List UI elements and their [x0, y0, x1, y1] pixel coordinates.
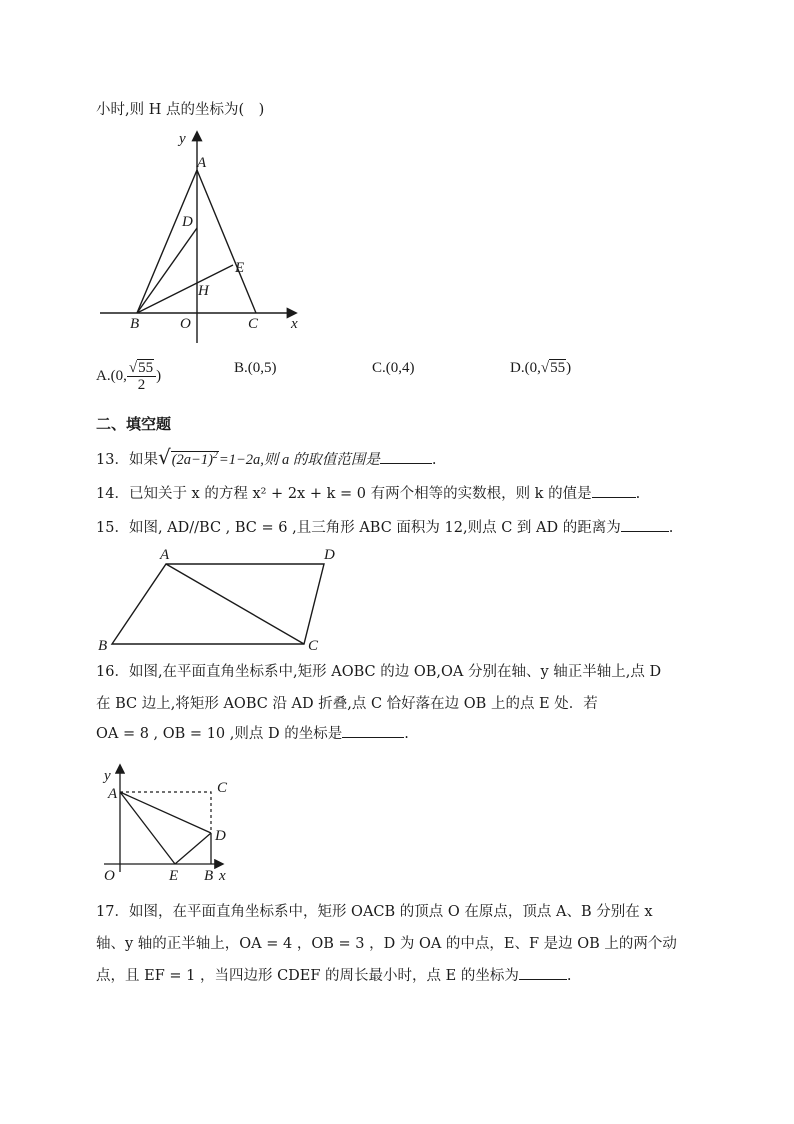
q16-label-a: A	[108, 786, 118, 802]
q12-label-c: C	[248, 316, 259, 332]
q15-label-d: D	[324, 547, 335, 563]
q12-label-a: A	[197, 155, 207, 171]
question-17-line-3: 点，且 EF = 1 ，当四边形 CDEF 的周长最小时，点 E 的坐标为 .	[96, 968, 572, 984]
q16-label-e: E	[169, 868, 179, 884]
option-a-fraction: $\frac{√55}{2}$	[127, 360, 156, 393]
question-15: 15．如图, AD//BC , BC = 6 ,且三角形 ABC 面积为 12,则点 C 到 AD 的距离为 .	[96, 520, 674, 536]
q15-label-b: B	[98, 638, 108, 654]
q12-tail: 小时,则 H 点的坐标为( )	[96, 102, 265, 118]
q15-label-c: C	[308, 638, 319, 654]
q12-segment-be	[137, 265, 233, 313]
q16-label-b: B	[204, 868, 214, 884]
option-b[interactable]: B.(0,5)	[234, 360, 277, 376]
q15-figure	[94, 542, 344, 654]
option-d[interactable]: D.(0,√55)	[510, 360, 572, 376]
q14-answer-blank[interactable]	[592, 497, 636, 498]
q15-parallelogram	[112, 564, 324, 644]
q16-figure	[98, 760, 238, 890]
q16-label-o: O	[104, 868, 115, 884]
option-c[interactable]: C.(0,4)	[372, 360, 415, 376]
q16-segment-ed	[175, 833, 211, 864]
q12-label-h: H	[198, 283, 209, 299]
q13-answer-blank[interactable]	[380, 463, 432, 464]
question-16-line-3: OA = 8 , OB = 10 ,则点 D 的坐标是 .	[96, 726, 409, 742]
q12-label-d: D	[182, 214, 193, 230]
q12-label-x: x	[291, 316, 298, 332]
q16-label-x: x	[219, 868, 226, 884]
question-13: 13．如果$√(2a-1)^2=1-2a$,则 a 的取值范围是 .	[96, 444, 437, 469]
q12-figure	[95, 125, 310, 345]
q16-fold-ad	[120, 792, 211, 833]
q12-label-b: B	[130, 316, 140, 332]
question-17-line-1: 17．如图，在平面直角坐标系中，矩形 OACB 的顶点 O 在原点，顶点 A、B 分别在 x	[96, 904, 653, 920]
q15-answer-blank[interactable]	[621, 531, 669, 532]
question-16-line-2: 在 BC 边上,将矩形 AOBC 沿 AD 折叠,点 C 恰好落在边 OB 上的点 E 处．若	[96, 696, 598, 712]
q17-answer-blank[interactable]	[519, 979, 567, 980]
q16-label-d: D	[215, 828, 226, 844]
question-17-line-2: 轴、y 轴的正半轴上，OA = 4 ，OB = 3 ，D 为 OA 的中点，E、F 是边 OB 上的两个动	[96, 936, 677, 952]
option-a[interactable]: A.(0, $\frac{√55}{2}$ )	[96, 360, 162, 393]
q16-label-c: C	[217, 780, 228, 796]
q12-label-e: E	[235, 260, 245, 276]
q16-answer-blank[interactable]	[342, 737, 404, 738]
question-14: 14．已知关于 x 的方程 x² + 2x + k = 0 有两个相等的实数根，则 k 的值是 .	[96, 486, 641, 502]
q15-diagonal-ac	[166, 564, 304, 644]
q15-label-a: A	[160, 547, 170, 563]
question-16-line-1: 16．如图,在平面直角坐标系中,矩形 AOBC 的边 OB,OA 分别在轴、y 轴正半轴上,点 D	[96, 664, 662, 680]
q12-label-o: O	[180, 316, 191, 332]
q16-label-y: y	[104, 768, 111, 784]
q16-segment-ae	[120, 792, 175, 864]
section-title: 二、填空题	[96, 415, 172, 433]
q12-label-y: y	[179, 131, 186, 147]
